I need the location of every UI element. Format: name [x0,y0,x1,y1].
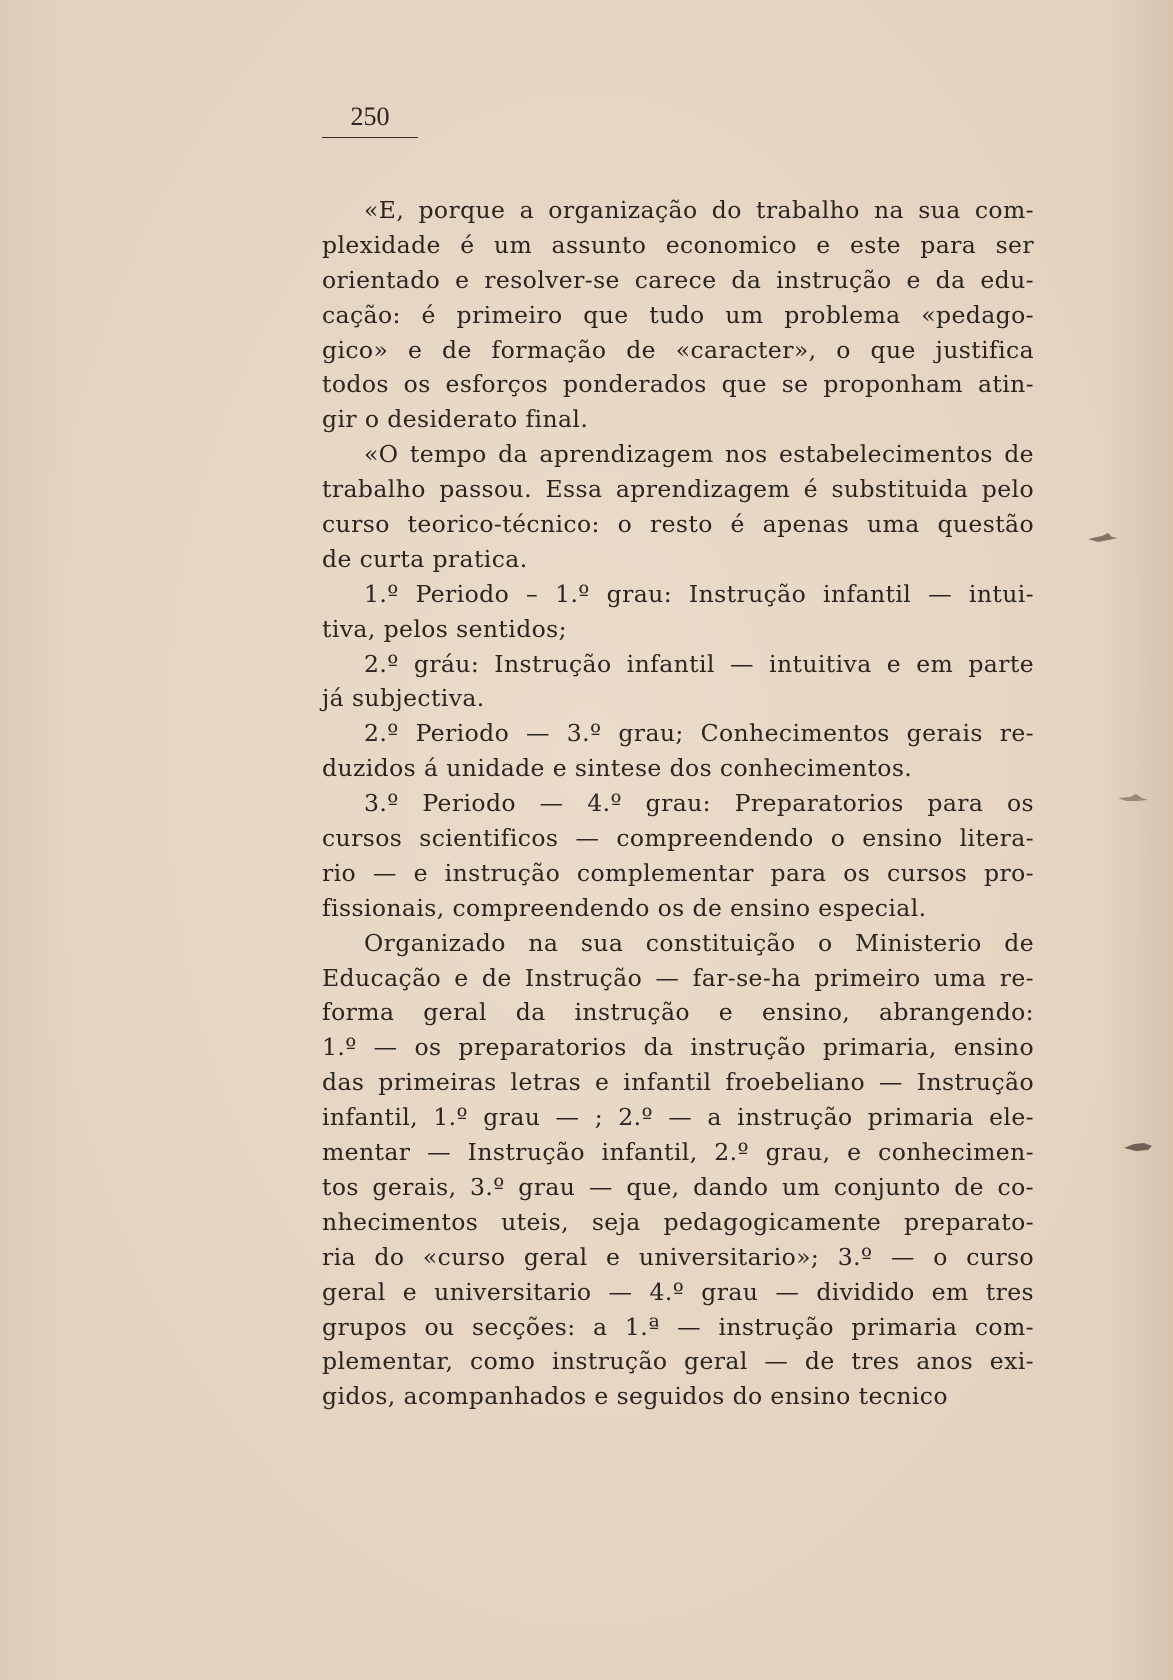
text-line: orientado e resolver-se carece da instrução e da edu- [322,265,1034,294]
text-line: trabalho passou. Essa aprendizagem é substituida pelo [322,475,1034,504]
text-line: 1.º Periodo – 1.º grau: Instrução infantil — intui- [364,579,1034,608]
text-line: 3.º Periodo — 4.º grau: Preparatorios para os [364,789,1034,818]
text-line: gir o desiderato final. [322,405,589,434]
text-line: geral e universitario — 4.º grau — dividido em tres [322,1277,1034,1306]
text-line: grupos ou secções: a 1.ª — instrução primaria com- [322,1312,1034,1341]
page-number: 250 [350,102,390,131]
text-line: nhecimentos uteis, seja pedagogicamente preparato- [322,1207,1034,1236]
text-line: 2.º gráu: Instrução infantil — intuitiva e em parte [364,649,1034,678]
text-line: forma geral da instrução e ensino, abrangendo: [322,998,1034,1027]
text-line: tos gerais, 3.º grau — que, dando um conjunto de co- [322,1172,1034,1201]
text-line: gico» e de formação de «caracter», o que justifica [322,335,1034,364]
text-line: já subjectiva. [322,684,485,713]
margin-ink-mark [1086,530,1120,544]
text-line: Organizado na sua constituição o Ministerio de [364,928,1034,957]
text-line: tiva, pelos sentidos; [322,614,567,643]
text-line: Educação e de Instrução — far-se-ha primeiro uma re- [322,963,1034,992]
margin-ink-mark [1116,792,1150,806]
text-line: plexidade é um assunto economico e este para ser [322,230,1034,259]
text-line: «O tempo da aprendizagem nos estabelecimentos de [364,440,1034,469]
text-line: ria do «curso geral e universitario»; 3.º — o curso [322,1242,1034,1271]
text-line: plementar, como instrução geral — de tres anos exi- [322,1347,1034,1376]
text-line: cursos scientificos — compreendendo o ensino litera- [322,824,1034,853]
text-line: fissionais, compreendendo os de ensino especial. [322,893,927,922]
text-line: curso teorico-técnico: o resto é apenas uma questão [322,510,1034,539]
text-line: 1.º — os preparatorios da instrução primaria, ensino [322,1033,1034,1062]
text-line: todos os esforços ponderados que se proponham atin- [322,370,1034,399]
text-line: infantil, 1.º grau — ; 2.º — a instrução primaria ele- [322,1103,1034,1132]
margin-ink-mark [1122,1140,1156,1154]
text-line: duzidos á unidade e sintese dos conhecimentos. [322,754,913,783]
page-number-rule [322,137,418,138]
text-line: das primeiras letras e infantil froebeliano — Instrução [322,1068,1034,1097]
text-line: 2.º Periodo — 3.º grau; Conhecimentos gerais re- [364,719,1034,748]
text-line: «E, porque a organização do trabalho na sua com- [364,196,1034,224]
text-line: gidos, acompanhados e seguidos do ensino tecnico [322,1382,948,1411]
text-line: mentar — Instrução infantil, 2.º grau, e conhecimen- [322,1138,1034,1167]
body-text [322,193,1034,1414]
text-line: cação: é primeiro que tudo um problema «pedago- [322,300,1034,329]
text-line: de curta pratica. [322,544,528,573]
text-line: rio — e instrução complementar para os cursos pro- [322,858,1034,887]
